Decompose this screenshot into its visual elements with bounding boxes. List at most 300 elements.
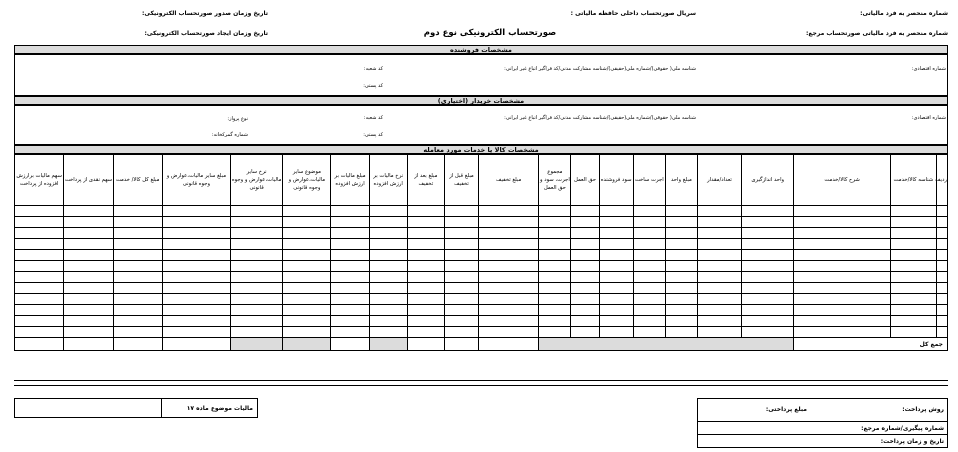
table-cell[interactable] [444,272,478,283]
table-cell[interactable] [599,272,633,283]
table-cell[interactable] [936,228,947,239]
table-cell[interactable] [331,305,369,316]
table-cell[interactable] [64,294,113,305]
table-cell[interactable] [331,228,369,239]
table-cell[interactable] [331,294,369,305]
table-cell[interactable] [742,305,794,316]
table-cell[interactable] [369,294,407,305]
table-cell[interactable] [64,283,113,294]
table-cell[interactable] [231,305,283,316]
col-quantity: تعداد/مقدار [697,155,741,206]
table-cell[interactable] [479,305,539,316]
table-cell[interactable] [369,228,407,239]
table-cell[interactable] [444,316,478,327]
table-cell[interactable] [936,316,947,327]
items-table [14,154,948,351]
table-cell[interactable] [794,327,890,338]
tracking-no-label: شماره پیگیری/شماره مرجع: [861,425,944,432]
table-cell[interactable] [599,327,633,338]
total-shaded-cell [283,338,331,351]
table-cell[interactable] [633,228,665,239]
table-cell[interactable] [697,239,741,250]
table-cell[interactable] [479,294,539,305]
table-cell[interactable] [794,294,890,305]
col-vat-share: سهم مالیات برارزش افزوده از پرداخت [15,155,64,206]
table-cell[interactable] [283,206,331,217]
table-cell[interactable] [331,250,369,261]
table-cell[interactable] [571,283,599,294]
table-cell[interactable] [742,206,794,217]
table-cell[interactable] [369,283,407,294]
table-cell[interactable] [665,206,697,217]
table-cell[interactable] [665,250,697,261]
table-cell[interactable] [64,305,113,316]
col-item-id: شناسه کالا/خدمت [890,155,936,206]
table-cell[interactable] [479,316,539,327]
total-cell [444,338,478,351]
table-cell[interactable] [599,228,633,239]
table-cell[interactable] [444,250,478,261]
table-cell[interactable] [697,305,741,316]
table-cell[interactable] [369,327,407,338]
table-cell[interactable] [599,283,633,294]
table-cell[interactable] [444,228,478,239]
buyer-customs-label: شماره گمرکخانه: [211,132,248,138]
table-cell[interactable] [444,217,478,228]
table-cell[interactable] [479,327,539,338]
table-cell[interactable] [936,283,947,294]
payment-amount-label: مبلغ پرداختی: [765,406,807,413]
table-cell[interactable] [936,217,947,228]
table-cell[interactable] [444,261,478,272]
table-cell[interactable] [697,316,741,327]
table-cell[interactable] [331,239,369,250]
table-cell[interactable] [331,327,369,338]
table-cell[interactable] [444,206,478,217]
table-cell[interactable] [539,283,571,294]
table-cell[interactable] [539,261,571,272]
table-cell[interactable] [369,206,407,217]
table-cell[interactable] [665,261,697,272]
table-cell[interactable] [64,250,113,261]
table-cell[interactable] [162,294,230,305]
table-cell[interactable] [64,239,113,250]
table-cell[interactable] [539,228,571,239]
table-cell[interactable] [15,250,64,261]
table-cell[interactable] [231,228,283,239]
table-cell[interactable] [231,250,283,261]
table-cell[interactable] [113,316,162,327]
table-cell[interactable] [113,228,162,239]
table-cell[interactable] [231,283,283,294]
table-row [15,228,948,239]
table-cell[interactable] [369,239,407,250]
table-cell[interactable] [444,294,478,305]
table-cell[interactable] [665,239,697,250]
col-other-tax-subject: موضوع سایر مالیات،عوارض و وجوه قانونی [283,155,331,206]
table-cell[interactable] [15,283,64,294]
table-cell[interactable] [571,294,599,305]
table-cell[interactable] [539,305,571,316]
total-cell [407,338,444,351]
table-cell[interactable] [936,239,947,250]
payment-method-label: روش پرداخت: [902,406,944,413]
table-cell[interactable] [331,206,369,217]
table-cell[interactable] [665,228,697,239]
table-cell[interactable] [231,206,283,217]
table-cell[interactable] [407,228,444,239]
table-cell[interactable] [539,327,571,338]
table-cell[interactable] [742,239,794,250]
table-cell[interactable] [599,305,633,316]
table-cell[interactable] [479,239,539,250]
table-cell[interactable] [64,327,113,338]
memory-serial-label: سریال صورتحساب داخلی حافظه مالیاتی : [570,10,696,17]
table-cell[interactable] [231,316,283,327]
table-cell[interactable] [113,239,162,250]
create-datetime-label: تاریخ وزمان ایجاد صورتحساب الکترونیکی: [144,30,268,37]
table-cell[interactable] [162,228,230,239]
table-cell[interactable] [15,305,64,316]
table-cell[interactable] [162,217,230,228]
table-cell[interactable] [283,272,331,283]
table-cell[interactable] [794,250,890,261]
table-cell[interactable] [283,316,331,327]
table-cell[interactable] [665,305,697,316]
table-cell[interactable] [231,327,283,338]
table-cell[interactable] [742,250,794,261]
table-cell[interactable] [64,272,113,283]
table-cell[interactable] [890,206,936,217]
total-cell [479,338,539,351]
table-cell[interactable] [539,239,571,250]
payment-divider [698,421,947,422]
table-row [15,250,948,261]
table-cell[interactable] [794,283,890,294]
table-cell[interactable] [936,250,947,261]
table-cell[interactable] [15,239,64,250]
table-cell[interactable] [64,228,113,239]
table-cell[interactable] [15,294,64,305]
article17-label: مالیات موضوع ماده ۱۷ [186,405,253,412]
table-cell[interactable] [539,206,571,217]
table-cell[interactable] [890,294,936,305]
table-cell[interactable] [331,316,369,327]
table-cell[interactable] [369,316,407,327]
table-cell[interactable] [283,217,331,228]
table-cell[interactable] [331,272,369,283]
table-row [15,239,948,250]
seller-branch-code-label: کد شعبه: [363,66,383,72]
table-cell[interactable] [936,272,947,283]
table-cell[interactable] [407,305,444,316]
table-cell[interactable] [571,316,599,327]
table-cell[interactable] [479,283,539,294]
table-cell[interactable] [162,327,230,338]
table-cell[interactable] [697,217,741,228]
table-cell[interactable] [283,327,331,338]
table-cell[interactable] [742,217,794,228]
table-row [15,206,948,217]
table-cell[interactable] [633,316,665,327]
table-cell[interactable] [742,283,794,294]
article17-box [14,398,258,418]
total-label: جمع کل [794,338,948,351]
table-cell[interactable] [890,261,936,272]
table-cell[interactable] [890,283,936,294]
table-cell[interactable] [369,272,407,283]
buyer-national-id-label: شناسه ملی( حقوقی)/شماره ملی(حقیقی)/شناسه مشارکت مدنی/کد فراگیر اتباع غیر ایرانی: [504,115,696,121]
table-cell[interactable] [283,283,331,294]
table-cell[interactable] [697,206,741,217]
table-cell[interactable] [15,316,64,327]
table-cell[interactable] [571,250,599,261]
table-cell[interactable] [890,272,936,283]
table-cell[interactable] [113,327,162,338]
table-cell[interactable] [571,239,599,250]
col-row-no: ردیف [936,155,947,206]
table-cell[interactable] [231,239,283,250]
table-cell[interactable] [599,316,633,327]
table-cell[interactable] [15,206,64,217]
table-cell[interactable] [444,283,478,294]
table-cell[interactable] [599,206,633,217]
table-cell[interactable] [697,283,741,294]
table-cell[interactable] [890,250,936,261]
table-cell[interactable] [599,261,633,272]
items-section-title: مشخصات کالا یا خدمات مورد معامله [14,145,948,154]
table-cell[interactable] [599,294,633,305]
table-cell[interactable] [479,228,539,239]
table-cell[interactable] [162,283,230,294]
seller-box [14,54,948,96]
seller-national-id-label: شناسه ملی( حقوقی)/شماره ملی(حقیقی)/شناسه مشارکت مدنی/کد فراگیر اتباع غیر ایرانی: [504,66,696,72]
table-cell[interactable] [742,294,794,305]
table-cell[interactable] [407,283,444,294]
buyer-economic-no-label: شماره اقتصادی: [911,115,946,121]
table-cell[interactable] [162,316,230,327]
table-cell[interactable] [407,327,444,338]
table-cell[interactable] [571,305,599,316]
table-cell[interactable] [369,217,407,228]
table-cell[interactable] [331,283,369,294]
table-cell[interactable] [742,272,794,283]
table-cell[interactable] [697,261,741,272]
table-cell[interactable] [113,283,162,294]
table-cell[interactable] [633,294,665,305]
table-cell[interactable] [633,239,665,250]
table-cell[interactable] [283,305,331,316]
col-unit-price: مبلغ واحد [665,155,697,206]
table-cell[interactable] [936,305,947,316]
table-cell[interactable] [479,250,539,261]
col-other-tax-amount: مبلغ سایر مالیات،عوارض و وجوه قانونی [162,155,230,206]
col-after-discount: مبلغ بعد از تخفیف [407,155,444,206]
table-cell[interactable] [633,250,665,261]
table-cell[interactable] [571,261,599,272]
table-cell[interactable] [665,316,697,327]
table-cell[interactable] [15,261,64,272]
total-cell [162,338,230,351]
table-cell[interactable] [742,261,794,272]
col-before-discount: مبلغ قبل از تخفیف [444,155,478,206]
table-cell[interactable] [665,217,697,228]
table-cell[interactable] [113,305,162,316]
table-cell[interactable] [407,294,444,305]
tax-id-label: شماره منحصر به فرد مالیاتی: [860,10,948,17]
table-cell[interactable] [283,228,331,239]
table-cell[interactable] [890,316,936,327]
table-cell[interactable] [571,217,599,228]
table-cell[interactable] [794,272,890,283]
table-cell[interactable] [890,327,936,338]
table-cell[interactable] [794,261,890,272]
table-cell[interactable] [633,217,665,228]
table-cell[interactable] [15,228,64,239]
table-cell[interactable] [665,283,697,294]
table-cell[interactable] [444,305,478,316]
ref-tax-id-label: شماره منحصر به فرد مالیاتی صورتحساب مرجع: [806,30,948,37]
table-cell[interactable] [231,261,283,272]
table-cell[interactable] [444,327,478,338]
table-cell[interactable] [479,261,539,272]
table-cell[interactable] [64,261,113,272]
table-cell[interactable] [633,327,665,338]
form-title: صورتحساب الکترونیکی نوع دوم [423,28,557,38]
table-cell[interactable] [369,250,407,261]
table-cell[interactable] [64,316,113,327]
table-cell[interactable] [742,228,794,239]
table-cell[interactable] [283,261,331,272]
table-cell[interactable] [231,272,283,283]
table-cell[interactable] [794,316,890,327]
table-cell[interactable] [794,206,890,217]
table-cell[interactable] [231,217,283,228]
table-cell[interactable] [936,294,947,305]
table-cell[interactable] [571,327,599,338]
table-cell[interactable] [665,327,697,338]
table-cell[interactable] [15,217,64,228]
table-cell[interactable] [794,228,890,239]
table-cell[interactable] [479,272,539,283]
table-cell[interactable] [539,272,571,283]
table-cell[interactable] [599,239,633,250]
table-cell[interactable] [283,250,331,261]
col-item-total: مبلغ کل کالا/ خدمت [113,155,162,206]
table-cell[interactable] [633,272,665,283]
table-cell[interactable] [697,294,741,305]
table-cell[interactable] [162,206,230,217]
table-cell[interactable] [331,261,369,272]
table-cell[interactable] [890,239,936,250]
table-cell[interactable] [64,206,113,217]
total-shaded-cell [369,338,407,351]
table-cell[interactable] [113,206,162,217]
table-cell[interactable] [283,239,331,250]
table-cell[interactable] [162,272,230,283]
payment-datetime-label: تاریخ و زمان پرداخت: [880,438,944,445]
table-cell[interactable] [936,327,947,338]
col-vat-amount: مبلغ مالیات بر ارزش افزوده [331,155,369,206]
table-cell[interactable] [697,327,741,338]
table-cell[interactable] [936,261,947,272]
table-cell[interactable] [15,327,64,338]
table-cell[interactable] [539,294,571,305]
table-cell[interactable] [936,206,947,217]
table-cell[interactable] [444,239,478,250]
table-cell[interactable] [113,294,162,305]
table-cell[interactable] [539,250,571,261]
table-cell[interactable] [742,327,794,338]
table-cell[interactable] [890,305,936,316]
table-cell[interactable] [369,305,407,316]
table-cell[interactable] [407,316,444,327]
table-cell[interactable] [633,261,665,272]
table-cell[interactable] [407,217,444,228]
table-cell[interactable] [890,228,936,239]
table-cell[interactable] [697,250,741,261]
table-cell[interactable] [665,272,697,283]
table-cell[interactable] [571,228,599,239]
total-cell [15,338,64,351]
table-cell[interactable] [479,217,539,228]
table-cell[interactable] [15,272,64,283]
table-cell[interactable] [407,250,444,261]
table-cell[interactable] [479,206,539,217]
table-cell[interactable] [113,261,162,272]
table-cell[interactable] [162,250,230,261]
table-cell[interactable] [113,250,162,261]
table-cell[interactable] [407,261,444,272]
table-cell[interactable] [231,294,283,305]
table-cell[interactable] [599,250,633,261]
table-cell[interactable] [64,217,113,228]
table-cell[interactable] [794,217,890,228]
table-cell[interactable] [162,305,230,316]
table-cell[interactable] [162,239,230,250]
table-cell[interactable] [794,239,890,250]
table-cell[interactable] [665,294,697,305]
table-cell[interactable] [539,316,571,327]
table-cell[interactable] [697,228,741,239]
table-cell[interactable] [742,316,794,327]
table-cell[interactable] [407,272,444,283]
table-cell[interactable] [571,206,599,217]
table-row [15,261,948,272]
table-cell[interactable] [571,272,599,283]
buyer-postal-code-label: کد پستی: [363,132,383,138]
table-cell[interactable] [539,217,571,228]
table-cell[interactable] [633,305,665,316]
table-cell[interactable] [697,272,741,283]
table-cell[interactable] [369,261,407,272]
table-cell[interactable] [407,239,444,250]
table-cell[interactable] [633,283,665,294]
table-cell[interactable] [633,206,665,217]
table-cell[interactable] [113,272,162,283]
table-cell[interactable] [407,206,444,217]
table-cell[interactable] [331,217,369,228]
table-cell[interactable] [113,217,162,228]
table-cell[interactable] [162,261,230,272]
table-cell[interactable] [599,217,633,228]
seller-postal-code-label: کد پستی: [363,83,383,89]
col-seller-profit: سود فروشنده [599,155,633,206]
table-cell[interactable] [794,305,890,316]
table-cell[interactable] [890,217,936,228]
table-cell[interactable] [283,294,331,305]
col-cash-share: سهم نقدی از پرداخت [64,155,113,206]
